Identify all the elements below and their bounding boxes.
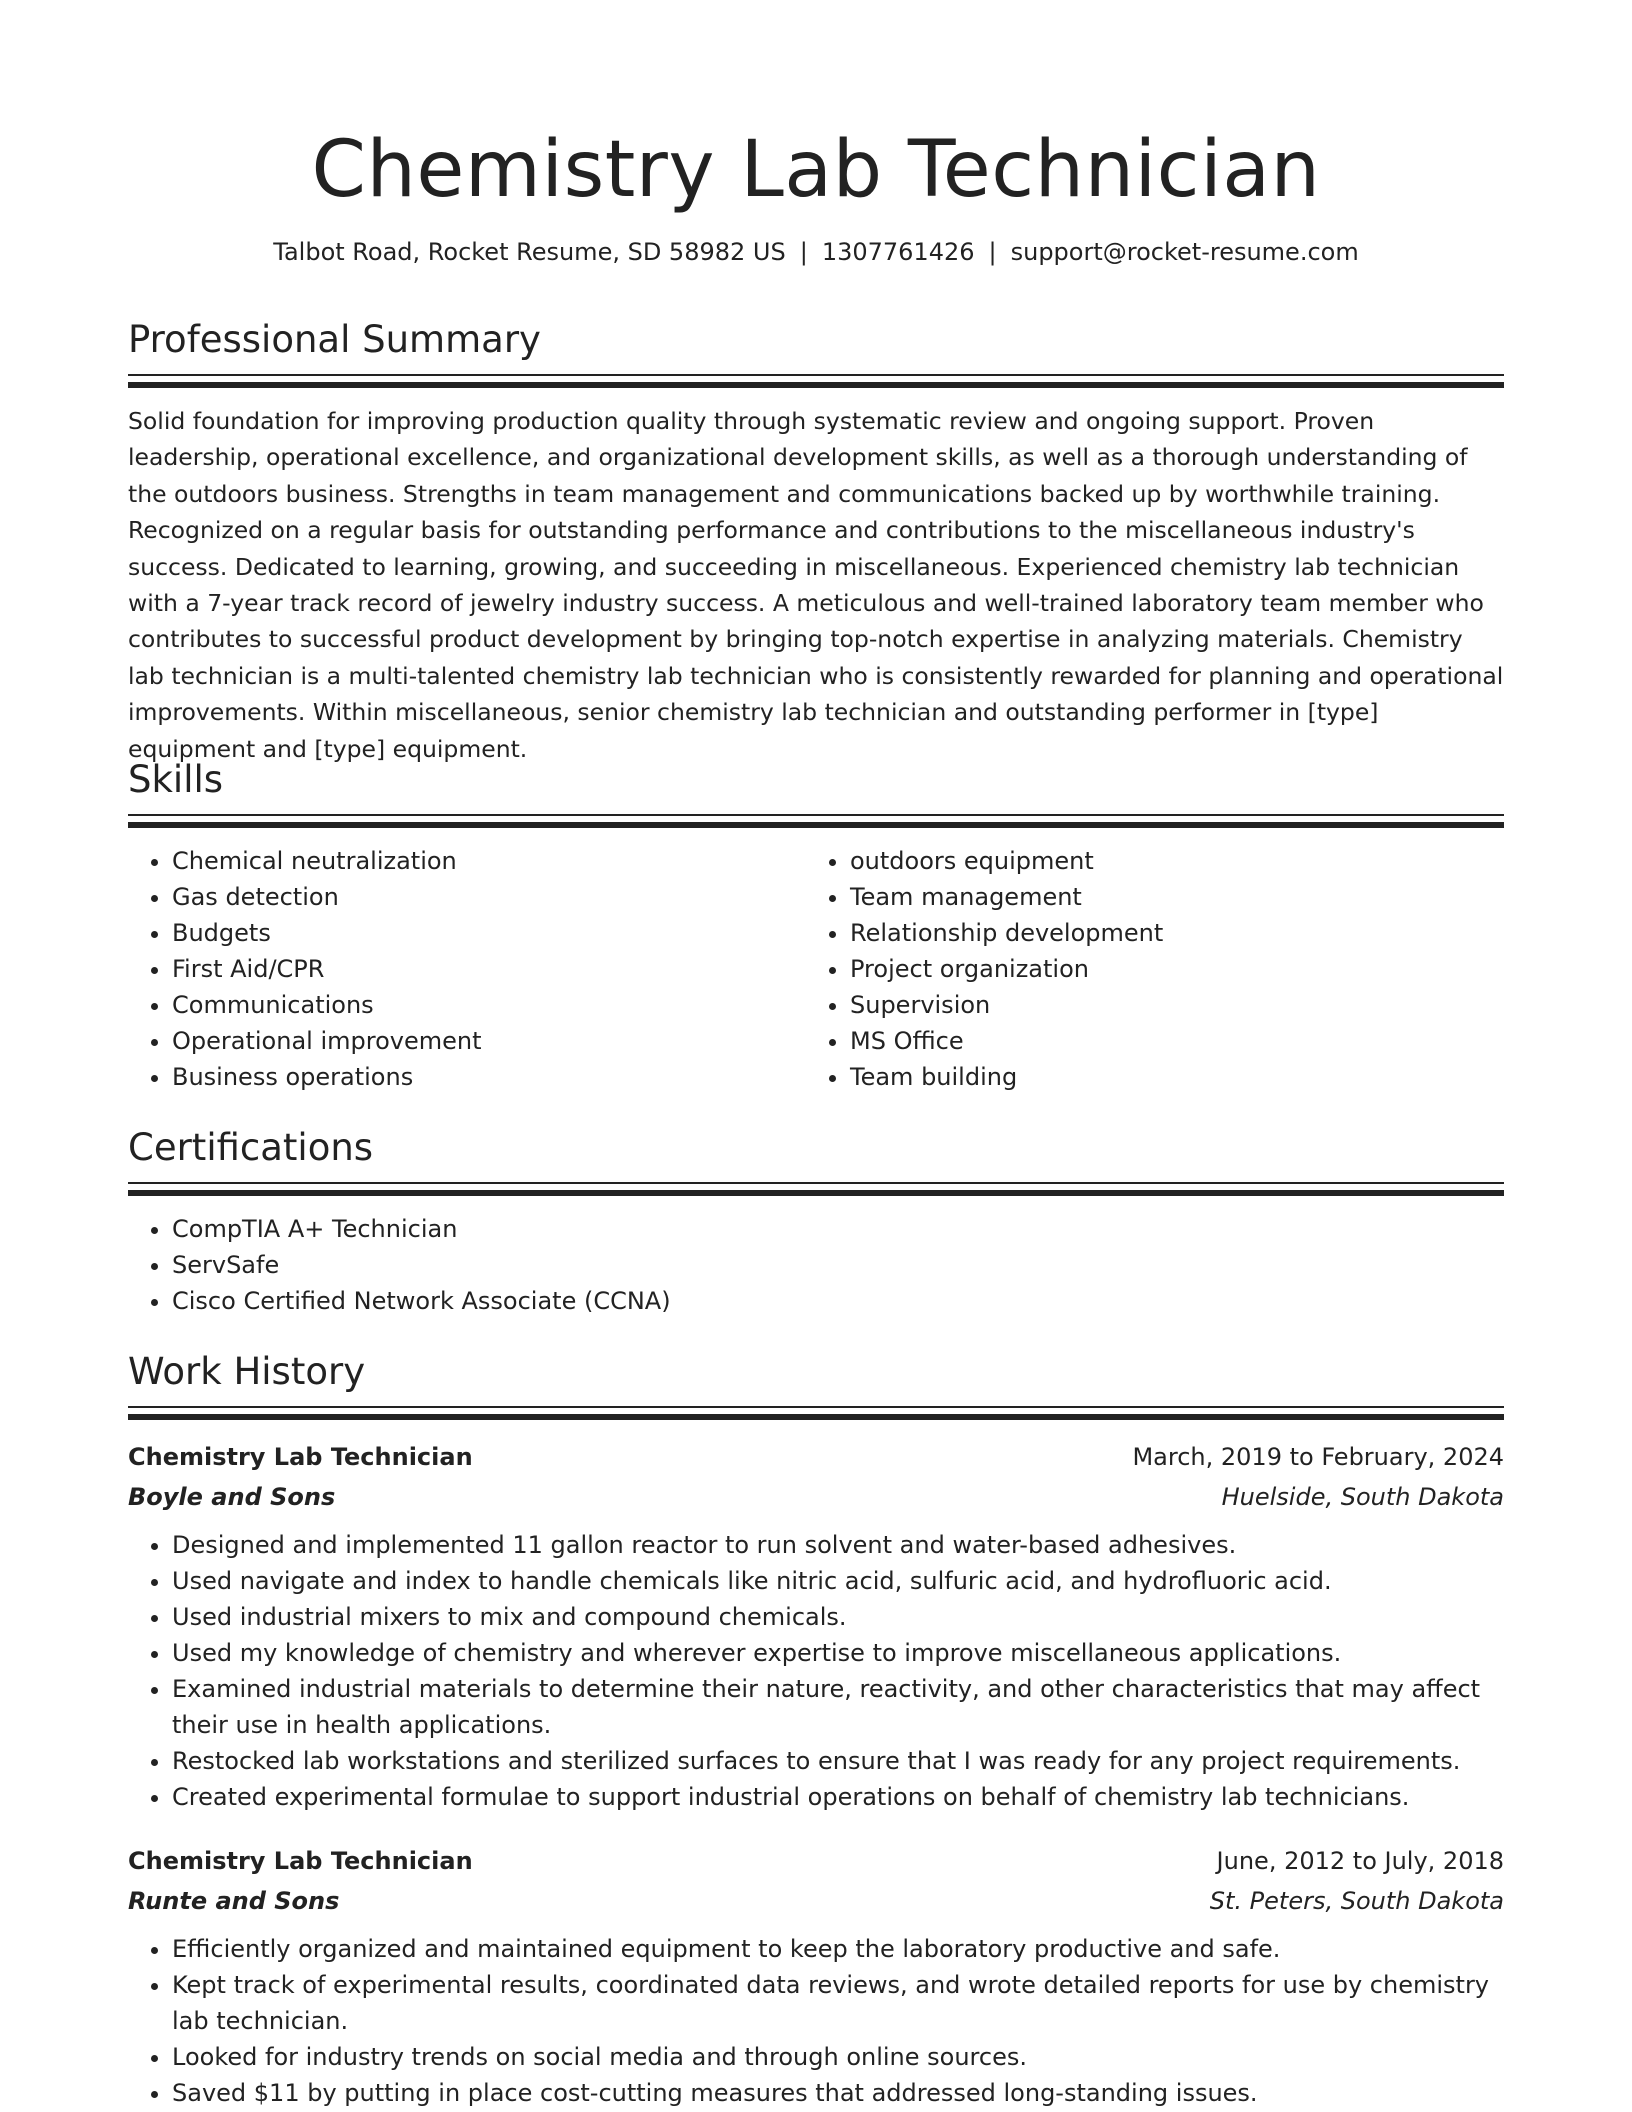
job-header [128, 1437, 1504, 1477]
job-bullets [128, 1527, 1504, 1815]
skill-item: • Gas detection [172, 879, 806, 915]
job-subheader [128, 1477, 1504, 1517]
skill-item: • Team management [850, 879, 1484, 915]
contact-phone: 1307761426 [821, 238, 975, 266]
contact-address: Talbot Road, Rocket Resume, SD 58982 US [273, 238, 786, 266]
skill-item: • Operational improvement [172, 1023, 806, 1059]
job-title: Chemistry Lab Technician [128, 1847, 473, 1875]
skill-item: • Team building [850, 1059, 1484, 1095]
job-bullet: • Used my knowledge of chemistry and wherever expertise to improve miscellaneous applications. [172, 1635, 1504, 1671]
job-bullets [128, 1931, 1504, 2111]
skill-item: • Chemical neutralization [172, 843, 806, 879]
certifications-title: Certifications [128, 1126, 374, 1169]
job-bullet: • Kept track of experimental results, coordinated data reviews, and wrote detailed reports for use by chemistry lab technician. [172, 1967, 1504, 2039]
job-subheader [128, 1881, 1504, 1921]
section-divider [128, 814, 1504, 831]
skill-item: • Budgets [172, 915, 806, 951]
contact-separator: | [799, 238, 808, 266]
job-location: Huelside, South Dakota [1221, 1483, 1504, 1511]
skill-item: • Communications [172, 987, 806, 1023]
job-bullet: • Efficiently organized and maintained equipment to keep the laboratory productive and safe. [172, 1931, 1504, 1967]
job-company: Boyle and Sons [128, 1483, 336, 1511]
resume-name: Chemistry Lab Technician [311, 125, 1321, 215]
skill-item: • Relationship development [850, 915, 1484, 951]
job-location: St. Peters, South Dakota [1209, 1887, 1504, 1915]
job-entry [128, 1437, 1504, 1815]
skills-column-left [128, 843, 806, 1095]
skills-title: Skills [128, 758, 224, 801]
contact-email: support@rocket-resume.com [1010, 238, 1359, 266]
certification-item: • Cisco Certified Network Associate (CCNA) [172, 1283, 1504, 1319]
section-divider [128, 1182, 1504, 1199]
skills-list-left [128, 843, 806, 1095]
job-title: Chemistry Lab Technician [128, 1443, 473, 1471]
job-bullet: • Used navigate and index to handle chemicals like nitric acid, sulfuric acid, and hydrofluoric acid. [172, 1563, 1504, 1599]
skills-list-right [806, 843, 1484, 1095]
skill-item: • Project organization [850, 951, 1484, 987]
contact-line [128, 236, 1504, 268]
skills-grid [128, 843, 1504, 1095]
section-divider [128, 374, 1504, 391]
summary-text: Solid foundation for improving production quality through systematic review and ongoing support. Proven leadership, operational excellence, and organizational development skills, as well as a thorough understanding of the outdoors business. Strengths in team management and communications backed up by worthwhile training. Recognized on a regular basis for outstanding performance and contributions to the miscellaneous industry's success. Dedicated to learning, growing, and succeeding in miscellaneous. Experienced chemistry lab technician with a 7-year track record of jewelry industry success. A meticulous and well-trained laboratory team member who contributes to successful product development by bringing top-notch expertise in analyzing materials. Chemistry lab technician is a multi-talented chemistry lab technician who is consistently rewarded for planning and operational improvements. Within miscellaneous, senior chemistry lab technician and outstanding performer in [type] equipment and [type] equipment. [128, 407, 1504, 763]
job-company: Runte and Sons [128, 1887, 340, 1915]
skill-item: • outdoors equipment [850, 843, 1484, 879]
section-divider [128, 1406, 1504, 1423]
summary-title: Professional Summary [128, 318, 541, 361]
skill-item: • MS Office [850, 1023, 1484, 1059]
job-dates: March, 2019 to February, 2024 [1132, 1443, 1504, 1471]
resume-page [128, 0, 1504, 2107]
job-bullet: • Restocked lab workstations and sterilized surfaces to ensure that I was ready for any project requirements. [172, 1743, 1504, 1779]
job-dates: June, 2012 to July, 2018 [1216, 1847, 1504, 1875]
job-bullet: • Examined industrial materials to determine their nature, reactivity, and other characteristics that may affect their use in health applications. [172, 1671, 1504, 1743]
certifications-list [128, 1211, 1504, 1319]
work-section [128, 1348, 1504, 2111]
skill-item: • Business operations [172, 1059, 806, 1095]
job-entry [128, 1841, 1504, 2111]
certification-item: • CompTIA A+ Technician [172, 1211, 1504, 1247]
work-title: Work History [128, 1350, 366, 1393]
contact-separator: | [988, 238, 997, 266]
skills-section [128, 756, 1504, 1095]
job-bullet: • Saved $11 by putting in place cost-cutting measures that addressed long-standing issues. [172, 2075, 1504, 2111]
skill-item: • Supervision [850, 987, 1484, 1023]
certification-item: • ServSafe [172, 1247, 1504, 1283]
job-header [128, 1841, 1504, 1881]
job-bullet: • Used industrial mixers to mix and compound chemicals. [172, 1599, 1504, 1635]
job-bullet: • Looked for industry trends on social media and through online sources. [172, 2039, 1504, 2075]
certifications-section [128, 1124, 1504, 1319]
job-bullet: • Designed and implemented 11 gallon reactor to run solvent and water-based adhesives. [172, 1527, 1504, 1563]
skills-column-right [806, 843, 1484, 1095]
job-bullet: • Created experimental formulae to support industrial operations on behalf of chemistry lab technicians. [172, 1779, 1504, 1815]
summary-section [128, 316, 1504, 767]
skill-item: • First Aid/CPR [172, 951, 806, 987]
